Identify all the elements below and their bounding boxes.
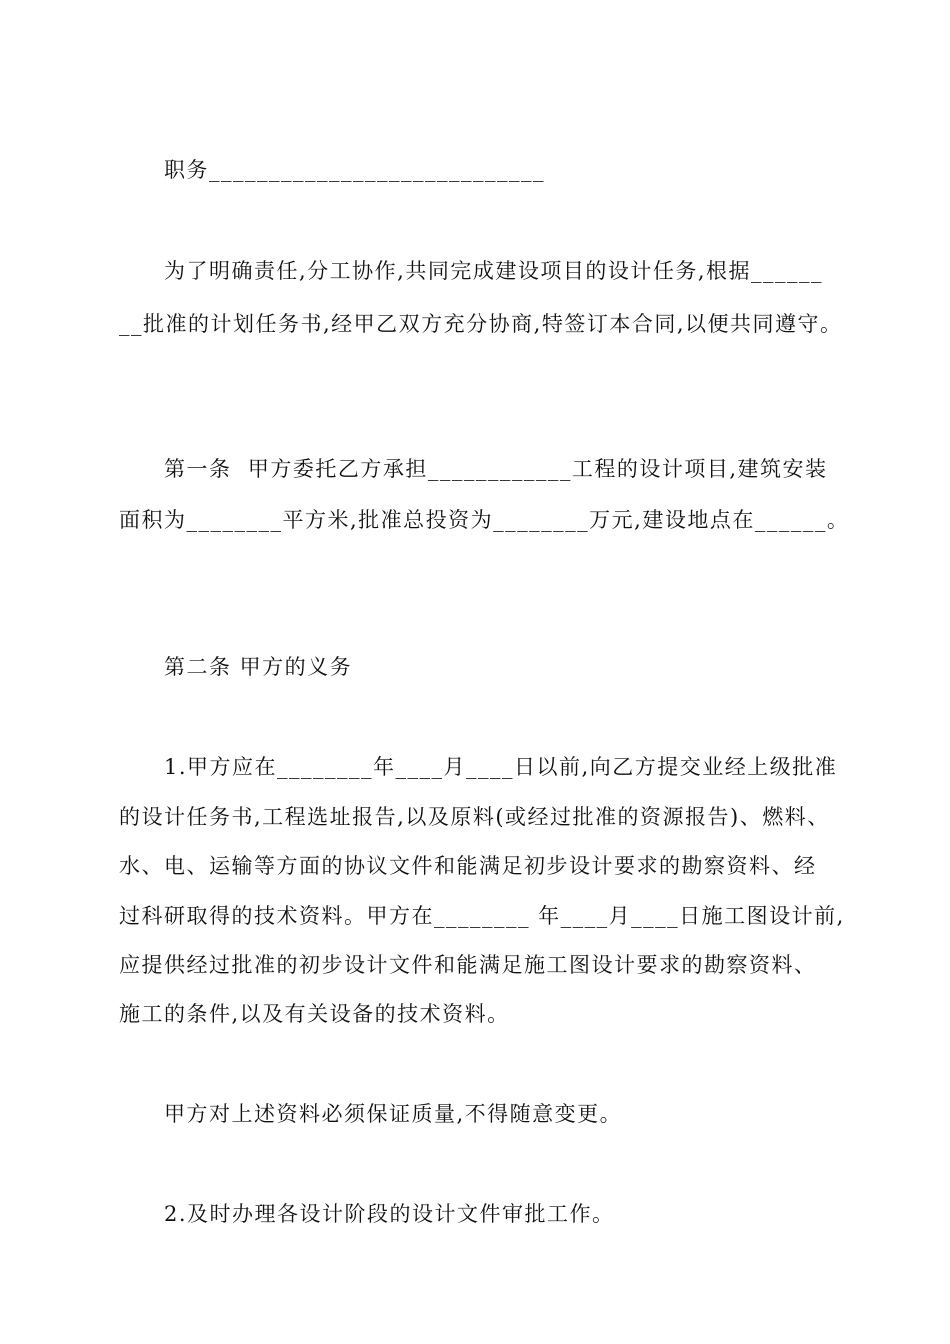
item-1-line-3: 水、电、运输等方面的协议文件和能满足初步设计要求的勘察资料、经 xyxy=(119,854,817,878)
position-line: 职务____________________________ xyxy=(164,158,545,182)
item-1-line-4: 过科研取得的技术资料。甲方在________ 年____月____日施工图设计前, xyxy=(119,904,845,928)
quality-note: 甲方对上述资料必须保证质量,不得随意变更。 xyxy=(164,1102,623,1126)
intro-line-2: __批准的计划任务书,经甲乙双方充分协商,特签订本合同,以便共同遵守。 xyxy=(119,312,843,336)
item-1-line-2: 的设计任务书,工程选址报告,以及原料(或经过批准的资源报告)、燃料、 xyxy=(119,805,830,829)
item-1-line-5: 应提供经过批准的初步设计文件和能满足施工图设计要求的勘察资料、 xyxy=(119,953,817,977)
item-1-line-6: 施工的条件,以及有关设备的技术资料。 xyxy=(119,1002,510,1026)
article-1-line-2: 面积为________平方米,批准总投资为________万元,建设地点在______。 xyxy=(119,508,850,532)
item-1-line-1: 1.甲方应在________年____月____日以前,向乙方提交业经上级批准 xyxy=(164,755,838,779)
intro-line-1: 为了明确责任,分工协作,共同完成建设项目的设计任务,根据______ xyxy=(164,259,824,283)
article-2-heading: 第二条 甲方的义务 xyxy=(164,655,353,679)
item-2: 2.及时办理各设计阶段的设计文件审批工作。 xyxy=(164,1202,615,1226)
article-1-line-1: 第一条 甲方委托乙方承担____________工程的设计项目,建筑安装 xyxy=(164,457,828,481)
